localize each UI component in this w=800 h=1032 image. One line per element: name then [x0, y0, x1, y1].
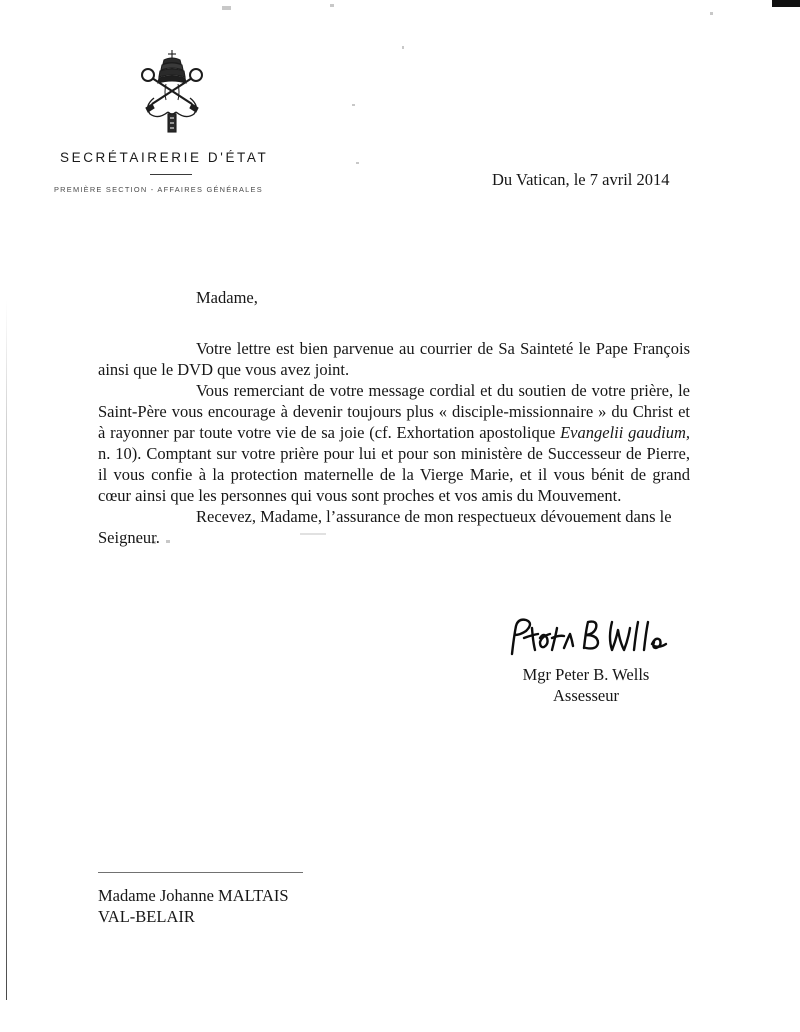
handwritten-signature — [502, 614, 670, 662]
scan-speck — [402, 46, 404, 49]
addressee-block — [98, 872, 428, 927]
scan-speck — [330, 4, 334, 7]
addressee-divider — [98, 872, 303, 873]
letterhead-organization: SECRÉTAIRERIE D'ÉTAT — [60, 150, 269, 165]
paragraph-2-text-before-citation: Vous remerciant de votre message cordial et du soutien de votre prière, le Saint-Père vous encourage à devenir toujours plus « disciple-missionnaire » du Christ et à rayonner par toute votre vie de sa joie (cf. Exhortation apostolique — [98, 381, 690, 442]
paragraph-2 — [98, 380, 690, 506]
scan-corner-artifact — [772, 0, 800, 7]
letterhead-section: PREMIÈRE SECTION - AFFAIRES GÉNÉRALES — [54, 185, 263, 194]
cited-document-title: Evangelii gaudium, — [560, 423, 690, 442]
dateline: Du Vatican, le 7 avril 2014 — [492, 170, 670, 189]
addressee-name: Madame Johanne MALTAIS — [98, 886, 289, 905]
scan-speck — [222, 6, 231, 10]
paragraph-3: Recevez, Madame, l’assurance de mon respectueux dévouement dans le Seigneur. — [98, 507, 672, 547]
addressee-locality: VAL-BELAIR — [98, 907, 195, 926]
scan-speck — [356, 162, 359, 164]
scan-speck — [352, 104, 355, 106]
signatory-role: Assesseur — [553, 686, 619, 705]
papal-coat-of-arms-icon — [126, 48, 218, 136]
paragraph-2-text-after-citation: n. 10). Comptant sur votre prière pour lui et pour son ministère de Successeur de Pierre, il vous confie à la protection maternelle de la Vierge Marie, et il vous bénit de grand cœur ainsi que les personnes qui vous sont proches et vos amis du Mouvement. — [98, 444, 690, 505]
letterhead-divider — [150, 174, 192, 175]
signature-block — [468, 614, 704, 706]
scan-speck — [710, 12, 713, 15]
salutation: Madame, — [196, 288, 258, 307]
letter-body — [98, 288, 690, 548]
paragraph-1: Votre lettre est bien parvenue au courrier de Sa Sainteté le Pape François ainsi que le DVD que vous avez joint. — [98, 339, 690, 379]
scan-edge-artifact — [6, 300, 7, 1000]
letterhead — [52, 48, 352, 194]
signatory-name: Mgr Peter B. Wells — [522, 665, 650, 684]
